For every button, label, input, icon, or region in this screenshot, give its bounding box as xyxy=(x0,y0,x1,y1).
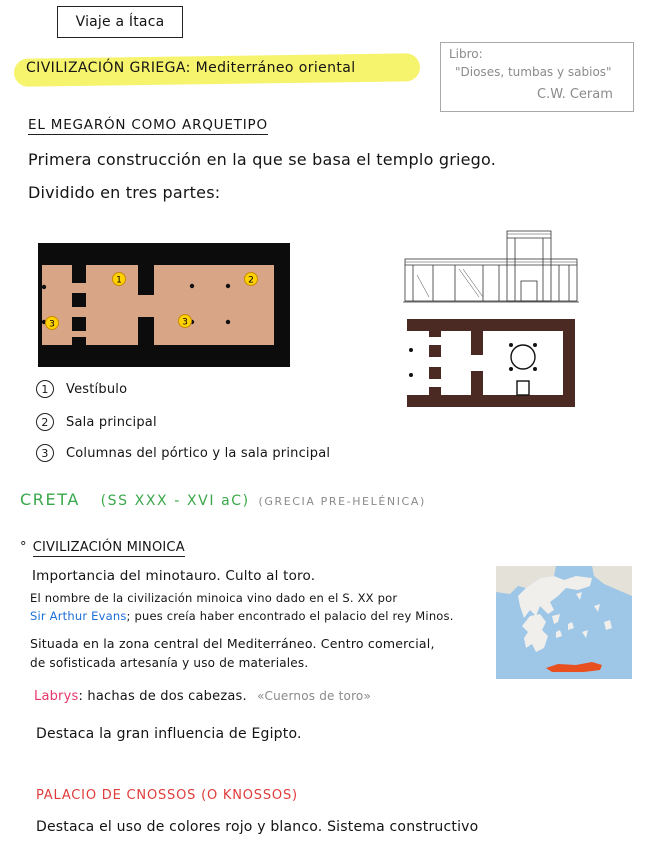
minoica-line-5: de sofisticada artesanía y uso de materiales. xyxy=(30,656,309,670)
megaron-elevation-drawing xyxy=(403,229,579,305)
megaron-plan-small xyxy=(407,319,575,407)
evans-text: ; pues creía haber encontrado el palacio del rey Minos. xyxy=(126,609,454,623)
minoica-line-6: Destaca la gran influencia de Egipto. xyxy=(36,726,302,742)
megaron-line-1: Primera construcción en la que se basa el templo griego. xyxy=(28,150,497,169)
plan-marker-2: 2 xyxy=(248,275,254,286)
megaron-line-2: Dividido en tres partes: xyxy=(28,183,221,202)
book-author: C.W. Ceram xyxy=(537,87,613,102)
minoica-heading-line xyxy=(20,540,185,555)
page-title: Viaje a Ítaca xyxy=(57,6,183,38)
legend-text-1: Vestíbulo xyxy=(66,382,128,397)
legend-text-2: Sala principal xyxy=(66,415,157,430)
labrys-label: Labrys xyxy=(34,689,79,704)
plan-marker-1: 1 xyxy=(116,275,122,286)
greece-map xyxy=(496,566,632,679)
labrys-line xyxy=(34,689,371,704)
labrys-text: : hachas de dos cabezas. xyxy=(78,689,247,704)
legend-number-1: 1 xyxy=(36,380,54,398)
section-heading-greek: CIVILIZACIÓN GRIEGA: Mediterráneo oriental xyxy=(26,60,356,76)
minoica-line-1: Importancia del minotauro. Culto al toro. xyxy=(32,568,316,584)
minoica-line-4: Situada en la zona central del Mediterráneo. Centro comercial, xyxy=(30,636,435,651)
book-reference-box xyxy=(440,42,634,112)
book-label: Libro: xyxy=(449,47,483,61)
book-title: "Dioses, tumbas y sabios" xyxy=(455,65,612,79)
creta-note: (GRECIA PRE-HELÉNICA) xyxy=(258,495,426,508)
bullet-icon: ° xyxy=(20,540,27,555)
palacio-heading: PALACIO DE CNOSSOS (O KNOSSOS) xyxy=(36,788,298,803)
legend-item-2 xyxy=(36,413,157,431)
megaron-floor-plan xyxy=(38,243,290,367)
creta-dates: (SS XXX - XVI aC) xyxy=(100,493,250,509)
megaron-heading: EL MEGARÓN COMO ARQUETIPO xyxy=(28,117,268,133)
minoica-line-3 xyxy=(30,609,454,623)
legend-number-2: 2 xyxy=(36,413,54,431)
minoica-line-2: El nombre de la civilización minoica vino dado en el S. XX por xyxy=(30,591,398,605)
legend-item-1 xyxy=(36,380,127,398)
creta-heading-line xyxy=(20,490,426,509)
plan-marker-3a: 3 xyxy=(49,319,55,330)
labrys-note: «Cuernos de toro» xyxy=(257,689,372,703)
legend-item-3 xyxy=(36,444,330,462)
creta-heading: CRETA xyxy=(20,490,80,509)
legend-number-3: 3 xyxy=(36,444,54,462)
legend-text-3: Columnas del pórtico y la sala principal xyxy=(66,446,331,461)
evans-name: Sir Arthur Evans xyxy=(30,609,127,623)
palacio-line-1: Destaca el uso de colores rojo y blanco. Sistema constructivo xyxy=(36,819,479,835)
minoica-heading: CIVILIZACIÓN MINOICA xyxy=(32,540,185,555)
plan-marker-3b: 3 xyxy=(182,317,188,328)
